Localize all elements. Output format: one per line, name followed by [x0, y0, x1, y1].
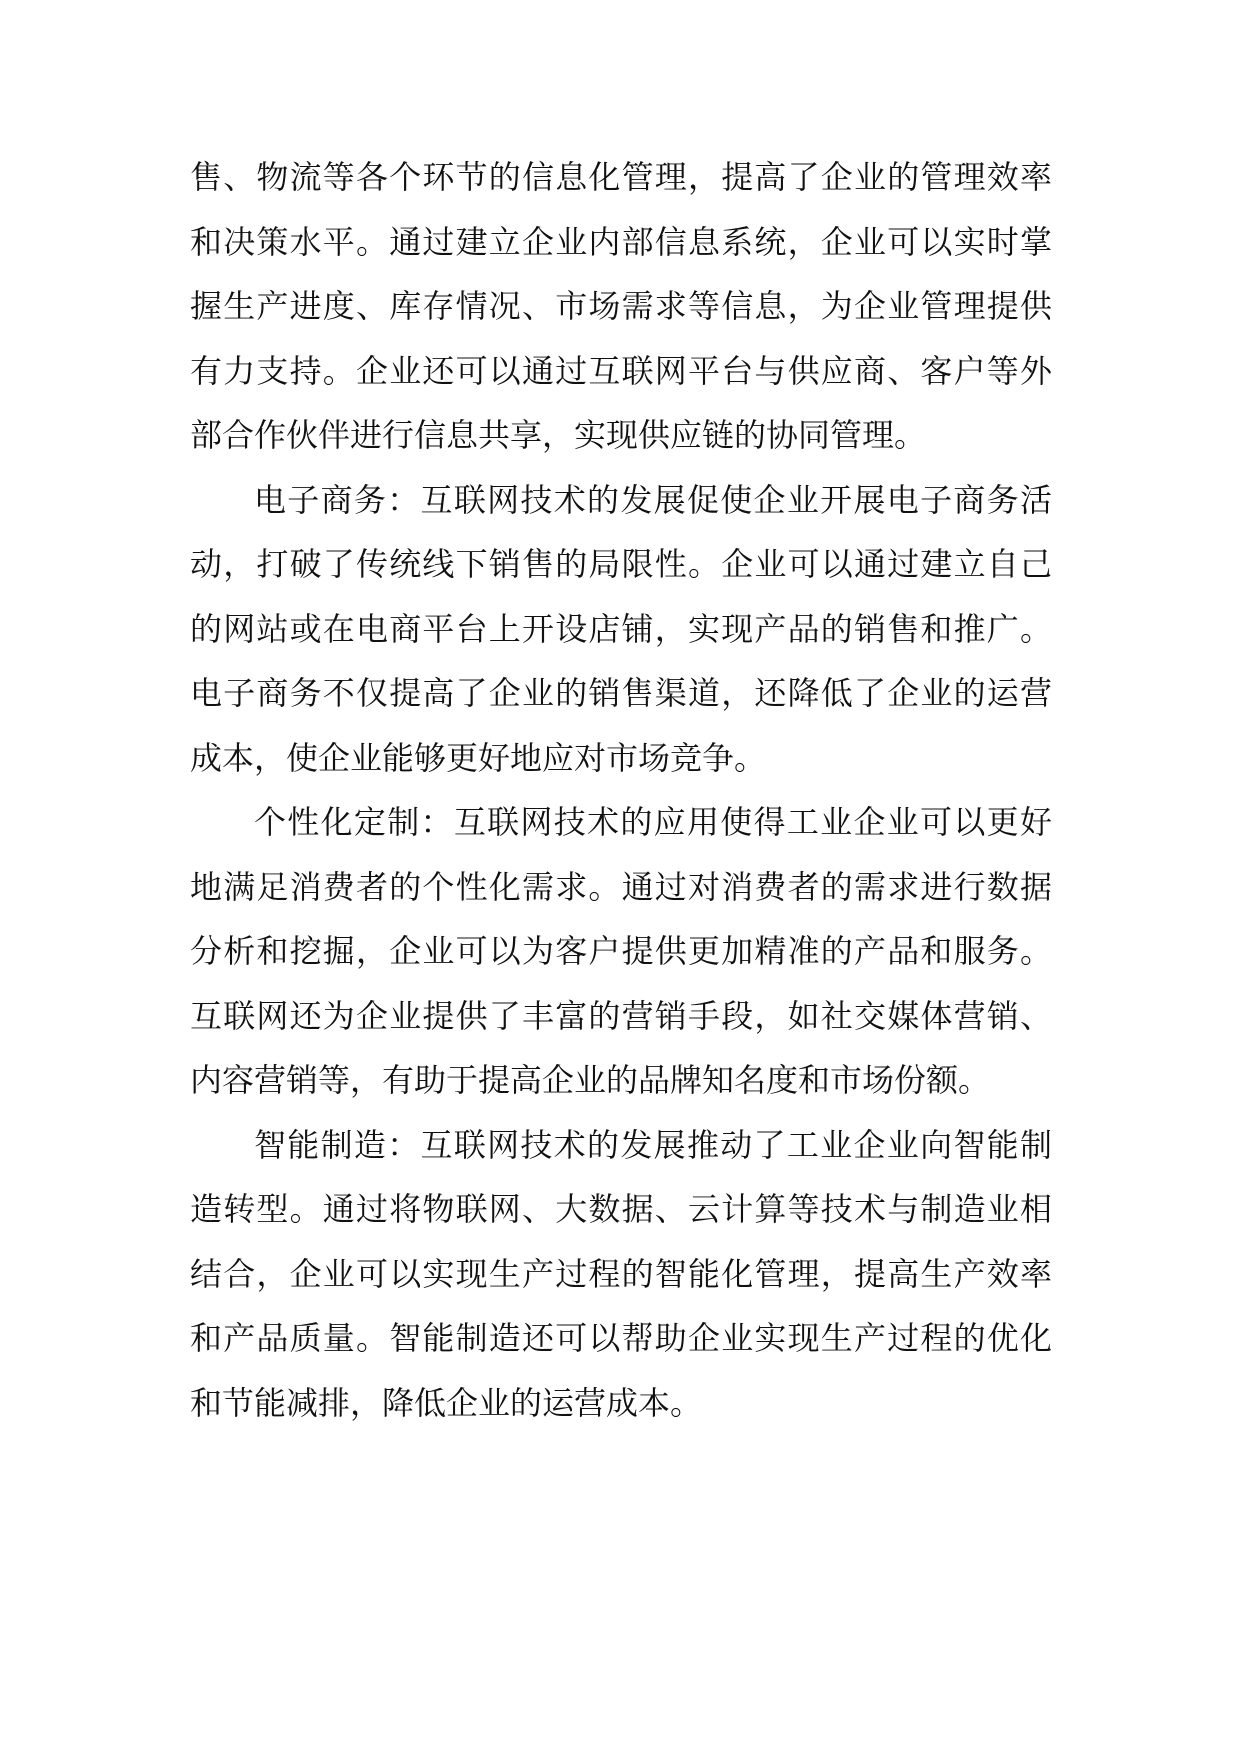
paragraph-continued-informatization: 售、物流等各个环节的信息化管理，提高了企业的管理效率和决策水平。通过建立企业内部信息系统，企业可以实时掌握生产进度、库存情况、市场需求等信息，为企业管理提供有力支持。企业还可以通过互联网平台与供应商、客户等外部合作伙伴进行信息共享，实现供应链的协同管理。 [190, 158, 1052, 454]
paragraph-smart-manufacturing: 智能制造：互联网技术的发展推动了工业企业向智能制造转型。通过将物联网、大数据、云计算等技术与制造业相结合，企业可以实现生产过程的智能化管理，提高生产效率和产品质量。智能制造还可以帮助企业实现生产过程的优化和节能减排，降低企业的运营成本。 [190, 1125, 1052, 1422]
body-text [190, 145, 1052, 1435]
paragraph-e-commerce: 电子商务：互联网技术的发展促使企业开展电子商务活动，打破了传统线下销售的局限性。企业可以通过建立自己的网站或在电商平台上开设店铺，实现产品的销售和推广。电子商务不仅提高了企业的销售渠道，还降低了企业的运营成本，使企业能够更好地应对市场竞争。 [190, 480, 1052, 777]
paragraph-personalized-customization: 个性化定制：互联网技术的应用使得工业企业可以更好地满足消费者的个性化需求。通过对消费者的需求进行数据分析和挖掘，企业可以为客户提供更加精准的产品和服务。互联网还为企业提供了丰富的营销手段，如社交媒体营销、内容营销等，有助于提高企业的品牌知名度和市场份额。 [190, 803, 1052, 1099]
